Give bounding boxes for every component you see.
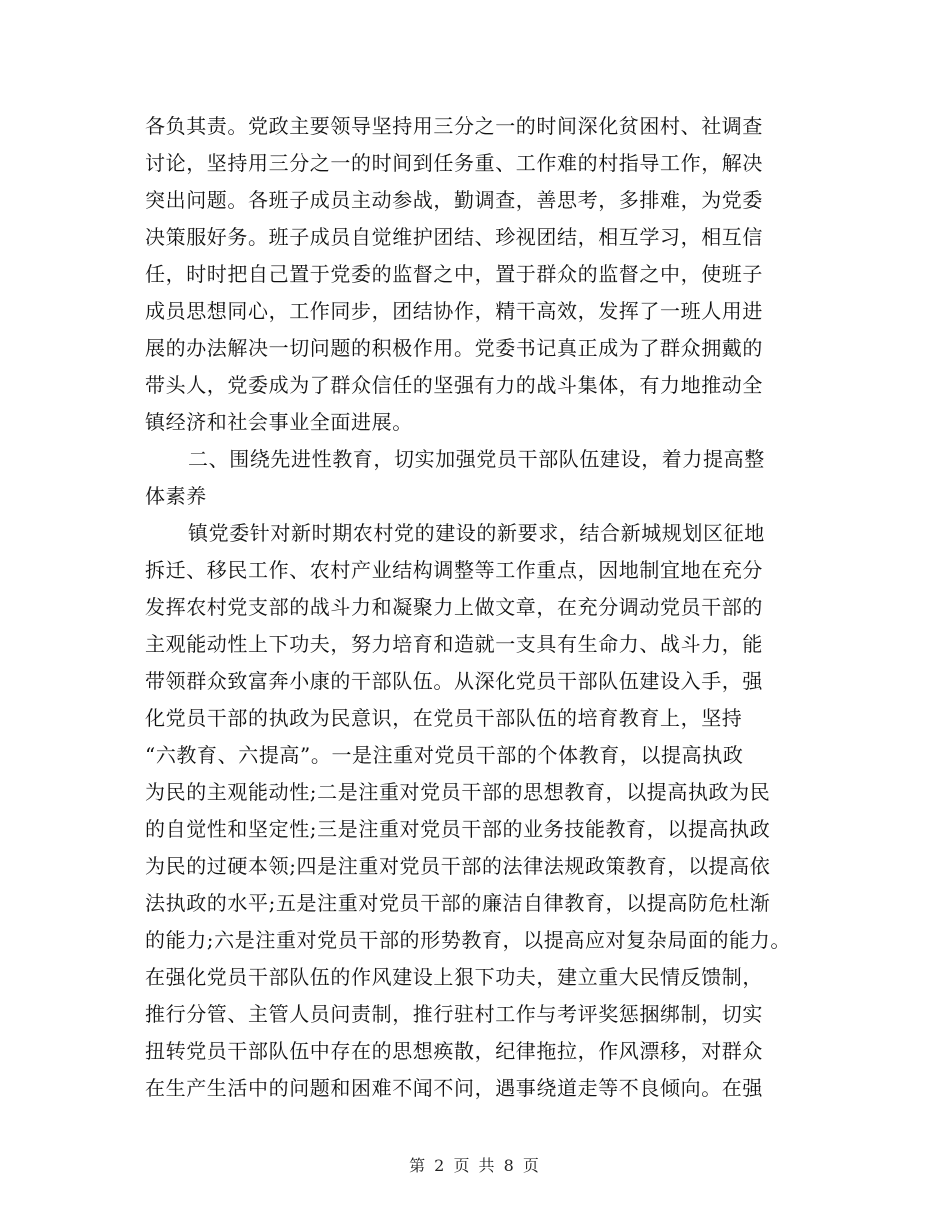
section-heading-line: 体素养 [145, 484, 207, 508]
body-text-line: 的能力;六是注重对党员干部的形势教育，以提高应对复杂局面的能力。 [145, 928, 791, 952]
body-text-line: 发挥农村党支部的战斗力和凝聚力上做文章，在充分调动党员干部的 [145, 595, 763, 619]
body-text-line: 推行分管、主管人员问责制，推行驻村工作与考评奖惩捆绑制，切实 [145, 1002, 763, 1026]
body-text-line: 的自觉性和坚定性;三是注重对党员干部的业务技能教育，以提高执政 [145, 817, 771, 841]
body-text-line: 决策服好务。班子成员自觉维护团结、珍视团结，相互学习，相互信 [145, 225, 763, 249]
body-text-line: 法执政的水平;五是注重对党员干部的廉洁自律教育，以提高防危杜渐 [145, 891, 771, 915]
body-text-line: 突出问题。各班子成员主动参战，勤调查，善思考，多排难，为党委 [145, 188, 763, 212]
body-text-line: 讨论，坚持用三分之一的时间到任务重、工作难的村指导工作，解决 [145, 151, 763, 175]
body-text-line: 任，时时把自己置于党委的监督之中，置于群众的监督之中，使班子 [145, 262, 763, 286]
section-heading-line: 二、围绕先进性教育，切实加强党员干部队伍建设，着力提高整 [188, 447, 765, 471]
body-text-line: 扭转党员干部队伍中存在的思想痪散，纪律拖拉，作风漂移，对群众 [145, 1039, 763, 1063]
body-text-line: 主观能动性上下功夫，努力培育和造就一支具有生命力、战斗力，能 [145, 632, 763, 656]
body-text-line: 在生产生活中的问题和困难不闻不问，遇事绕道走等不良倾向。在强 [145, 1076, 763, 1100]
page-number-footer: 第 2 页 共 8 页 [409, 1156, 541, 1175]
body-text-line: 为民的过硬本领;四是注重对党员干部的法律法规政策教育，以提高依 [145, 854, 771, 878]
body-text-line: 拆迁、移民工作、农村产业结构调整等工作重点，因地制宜地在充分 [145, 558, 763, 582]
body-text-line: 展的办法解决一切问题的积极作用。党委书记真正成为了群众拥戴的 [145, 336, 763, 360]
body-text-line: 镇经济和社会事业全面进展。 [145, 410, 413, 434]
body-text-line: 带头人，党委成为了群众信任的坚强有力的战斗集体，有力地推动全 [145, 373, 763, 397]
body-text-line: 化党员干部的执政为民意识，在党员干部队伍的培育教育上，坚持 [145, 706, 743, 730]
body-text-line: 为民的主观能动性;二是注重对党员干部的思想教育，以提高执政为民 [145, 780, 771, 804]
body-text-line: 带领群众致富奔小康的干部队伍。从深化党员干部队伍建设入手，强 [145, 669, 763, 693]
body-text-line: “六教育、六提高”。一是注重对党员干部的个体教育，以提高执政 [145, 743, 744, 767]
body-text-line: 成员思想同心，工作同步，团结协作，精干高效，发挥了一班人用进 [145, 299, 763, 323]
body-text-line: 镇党委针对新时期农村党的建设的新要求，结合新城规划区征地 [188, 521, 765, 545]
body-text-line: 在强化党员干部队伍的作风建设上狠下功夫，建立重大民情反馈制， [145, 965, 763, 989]
body-text-line: 各负其责。党政主要领导坚持用三分之一的时间深化贫困村、社调查 [145, 114, 763, 138]
